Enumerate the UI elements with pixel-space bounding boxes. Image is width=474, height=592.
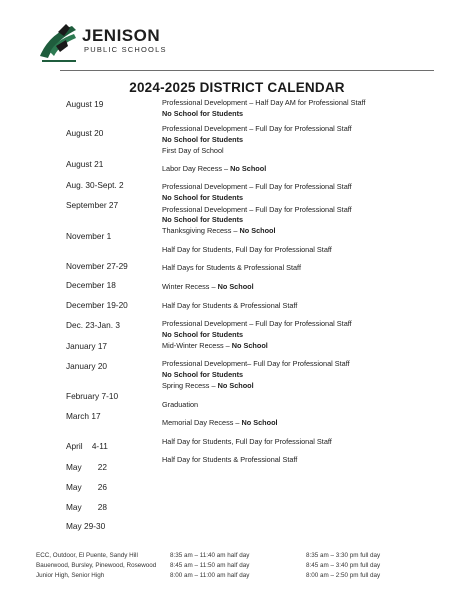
event-text: Winter Recess – No School — [162, 282, 254, 291]
jenison-logo — [36, 22, 80, 62]
calendar-date: November 1 — [66, 231, 112, 241]
calendar-date: August 20 — [66, 128, 104, 138]
footer-full-day: 8:00 am – 2:50 pm full day — [306, 572, 381, 579]
calendar-date: Dec. 23-Jan. 3 — [66, 320, 120, 330]
footer-schools: Junior High, Senior High — [36, 572, 105, 579]
event-text: No School for Students — [162, 215, 244, 224]
footer-full-day: 8:45 am – 3:40 pm full day — [306, 562, 381, 569]
brand-name: JENISON — [82, 26, 161, 45]
footer-half-day: 8:00 am – 11:00 am half day — [170, 572, 250, 579]
calendar-date: August 19 — [66, 99, 104, 109]
calendar-date: December 18 — [66, 280, 116, 290]
event-text: No School for Students — [162, 330, 244, 339]
calendar-date: September 27 — [66, 200, 119, 210]
event-text: Professional Development – Full Day for Professional Staff — [162, 205, 352, 214]
event-text: First Day of School — [162, 146, 224, 155]
calendar-date: May 29-30 — [66, 521, 106, 531]
event-text: Half Day for Students & Professional Staff — [162, 301, 298, 310]
event-text: Half Day for Students, Full Day for Professional Staff — [162, 245, 332, 254]
footer-half-day: 8:45 am – 11:50 am half day — [170, 562, 250, 569]
calendar-date: May 22 — [66, 462, 108, 472]
event-text: Professional Development – Full Day for Professional Staff — [162, 319, 352, 328]
event-text: No School for Students — [162, 193, 244, 202]
footer-half-day: 8:35 am – 11:40 am half day — [170, 552, 250, 559]
footer-schools: ECC, Outdoor, El Puente, Sandy Hill — [36, 552, 138, 559]
calendar-date: August 21 — [66, 159, 104, 169]
calendar-date: May 26 — [66, 482, 108, 492]
event-text: Professional Development– Full Day for Professional Staff — [162, 359, 350, 368]
page-title: 2024-2025 DISTRICT CALENDAR — [129, 80, 345, 95]
event-text: Thanksgiving Recess – No School — [162, 226, 276, 235]
calendar-date: December 19-20 — [66, 300, 128, 310]
event-text: Professional Development – Full Day for Professional Staff — [162, 124, 352, 133]
event-text: Professional Development – Full Day for Professional Staff — [162, 182, 352, 191]
event-text: Half Days for Students & Professional Staff — [162, 263, 301, 272]
event-text: Spring Recess – No School — [162, 381, 254, 390]
event-text: Professional Development – Half Day AM for Professional Staff — [162, 98, 366, 107]
event-text: No School for Students — [162, 109, 244, 118]
calendar-date: February 7-10 — [66, 391, 119, 401]
header-divider — [60, 70, 434, 71]
brand-subtitle: PUBLIC SCHOOLS — [84, 45, 167, 54]
calendar-date: May 28 — [66, 502, 108, 512]
footer-full-day: 8:35 am – 3:30 pm full day — [306, 552, 381, 559]
event-text: No School for Students — [162, 135, 244, 144]
calendar-date: Aug. 30-Sept. 2 — [66, 180, 124, 190]
event-text: Mid-Winter Recess – No School — [162, 341, 268, 350]
calendar-date: April 4-11 — [66, 441, 108, 451]
calendar-date: January 17 — [66, 341, 108, 351]
calendar-date: January 20 — [66, 361, 108, 371]
event-text: Labor Day Recess – No School — [162, 164, 267, 173]
event-text: Half Day for Students, Full Day for Professional Staff — [162, 437, 332, 446]
calendar-date: November 27-29 — [66, 261, 128, 271]
event-text: Half Day for Students & Professional Staff — [162, 455, 298, 464]
footer-schools: Bauerwood, Bursley, Pinewood, Rosewood — [36, 562, 157, 569]
calendar-date: March 17 — [66, 411, 101, 421]
event-text: Graduation — [162, 400, 199, 409]
event-text: Memorial Day Recess – No School — [162, 418, 278, 427]
event-text: No School for Students — [162, 370, 244, 379]
